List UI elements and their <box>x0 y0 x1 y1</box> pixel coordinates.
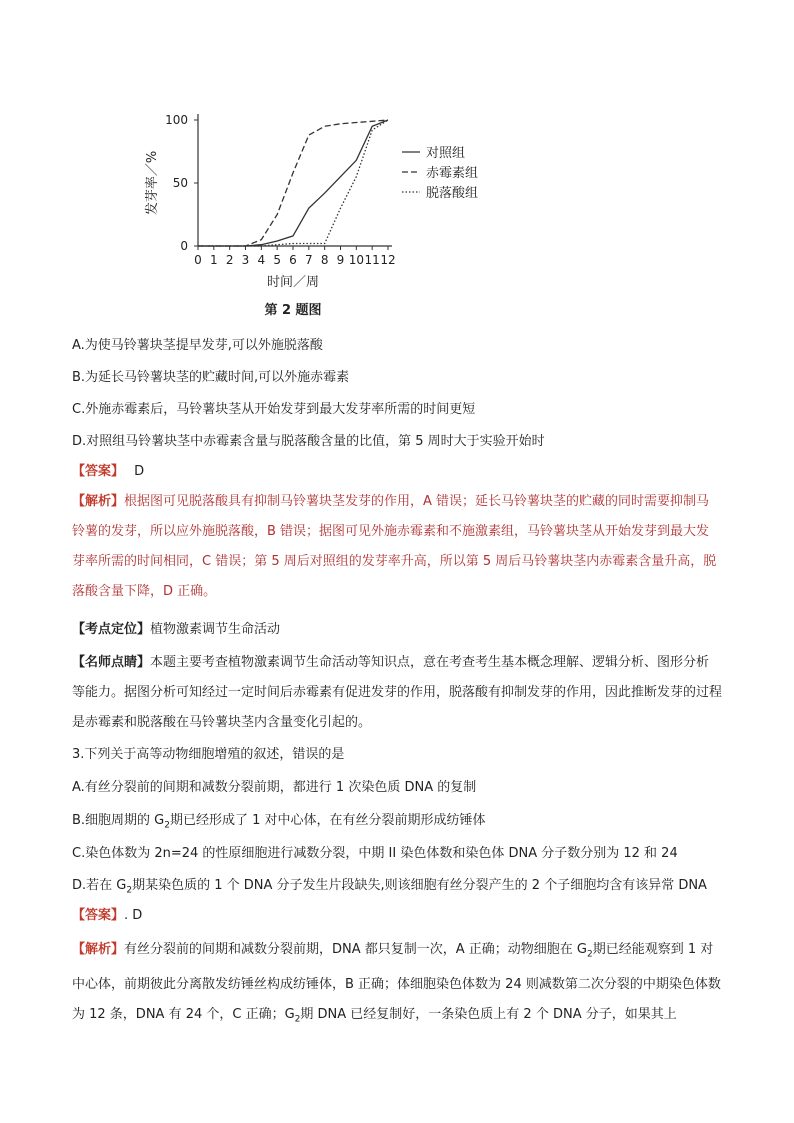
analysis-text: 根据图可见脱落酸具有抑制马铃薯块茎发芽的作用，A 错误；延长马铃薯块茎的贮藏的同时需要抑制马铃薯的发芽，所以应外施脱落酸，B 错误；据图可见外施赤霉素和不施激素组，马铃薯块茎从开始发芽到最大发芽率所需的时间相同，C 错误；第 5 周后对照组的发芽率升高，所以第 5 周后马铃薯块茎内赤霉素含量升高，脱落酸含量下降，D 正确。 <box>72 494 717 599</box>
x-tick-label: 1 <box>210 253 218 267</box>
series-line-1 <box>198 120 388 246</box>
q3-d-pre: D.若在 G <box>72 878 127 893</box>
q3-answer <box>72 906 142 926</box>
kaodian-tag: 【考点定位】 <box>72 622 151 637</box>
x-tick-label: 4 <box>257 253 266 267</box>
q2-option-d: D.对照组马铃薯块茎中赤霉素含量与脱落酸含量的比值，第 5 周时大于实验开始时 <box>72 434 545 449</box>
q3-d-post: 期某染色质的 1 个 DNA 分子发生片段缺失,则该细胞有丝分裂产生的 2 个子细胞均含有该异常 DNA <box>132 878 707 893</box>
q3-analysis-sub2: 2 <box>294 1014 301 1025</box>
q2-analysis <box>72 487 722 607</box>
chart-title: 第 2 题图 <box>264 303 322 318</box>
answer-value: D <box>134 464 145 479</box>
q2-option-b: B.为延长马铃薯块茎的贮藏时间,可以外施赤霉素 <box>72 370 350 385</box>
legend-label-1: 对照组 <box>426 146 466 161</box>
q3-b-sub: 2 <box>164 820 170 831</box>
q3-answer-value: . D <box>124 908 143 923</box>
x-tick-label: 6 <box>289 253 297 267</box>
kaodian-text: 植物激素调节生命活动 <box>150 622 281 637</box>
y-tick-label: 50 <box>172 176 188 190</box>
q3-option-c: C.染色体数为 2n=24 的性原细胞进行减数分裂，中期 II 染色体数和染色体 DNA 分子数分别为 12 和 24 <box>72 846 678 861</box>
analysis-tag: 【解析】 <box>72 494 125 509</box>
x-tick-label: 2 <box>225 253 234 267</box>
x-tick-label: 8 <box>320 253 329 267</box>
q3-d-sub: 2 <box>126 885 133 896</box>
q3-stem: 3.下列关于高等动物细胞增殖的叙述，错误的是 <box>72 747 345 762</box>
q2-kaodian <box>72 620 280 640</box>
q3-analysis <box>72 935 722 1034</box>
germination-chart <box>130 98 510 326</box>
x-axis-label: 时间／周 <box>266 275 320 290</box>
series-line-2 <box>198 120 388 246</box>
mingshi-tag: 【名师点睛】 <box>72 655 151 670</box>
series-line-3 <box>198 120 388 246</box>
q2-answer <box>72 462 144 482</box>
q3-option-d <box>72 876 707 901</box>
x-tick-label: 3 <box>241 253 250 267</box>
y-axis-label: 发芽率／% <box>145 150 160 216</box>
q3-analysis-2: 期已经能观察到 1 对中心体，前期彼此分离散发纺锤丝构成纺锤体，B 正确；体细胞染色体数为 24 则减数第二次分裂的中期染色体数为 12 条，DNA 有 24 个，C 正确；G <box>72 942 721 1022</box>
x-tick-label: 9 <box>336 253 345 267</box>
x-tick-label: 5 <box>273 253 281 267</box>
q2-option-a: A.为使马铃薯块茎提早发芽,可以外施脱落酸 <box>72 338 323 353</box>
x-tick-label: 7 <box>305 253 313 267</box>
q3-analysis-sub1: 2 <box>587 949 593 960</box>
q2-mingshi <box>72 648 722 738</box>
q3-analysis-3: 期 DNA 已经复制好，一条染色质上有 2 个 DNA 分子，如果其上 <box>300 1006 677 1022</box>
x-tick-label: 10 <box>348 253 364 267</box>
q2-option-c: C.外施赤霉素后，马铃薯块茎从开始发芽到最大发芽率所需的时间更短 <box>72 402 476 417</box>
x-tick-label: 0 <box>194 253 202 267</box>
x-tick-label: 12 <box>380 253 396 267</box>
legend-label-3: 脱落酸组 <box>426 186 479 201</box>
x-tick-label: 11 <box>364 253 380 267</box>
legend-label-2: 赤霉素组 <box>426 166 479 181</box>
answer-tag: 【答案】 <box>72 464 125 479</box>
y-tick-label: 0 <box>180 239 188 253</box>
q3-analysis-1: 有丝分裂前的间期和减数分裂前期，DNA 都只复制一次，A 正确；动物细胞在 G <box>124 942 588 957</box>
q3-option-a: A.有丝分裂前的间期和减数分裂前期，都进行 1 次染色质 DNA 的复制 <box>72 780 477 795</box>
q3-analysis-tag: 【解析】 <box>72 942 125 957</box>
q3-b-pre: B.细胞周期的 G <box>72 813 165 828</box>
q3-answer-tag: 【答案】 <box>72 908 125 923</box>
mingshi-text: 本题主要考查植物激素调节生命活动等知识点，意在考查考生基本概念理解、逻辑分析、图形分析等能力。据图分析可知经过一定时间后赤霉素有促进发芽的作用，脱落酸有抑制发芽的作用，因此推断发芽的过程是赤霉素和脱落酸在马铃薯块茎内含量变化引起的。 <box>72 655 723 730</box>
q3-option-b <box>72 811 486 836</box>
y-tick-label: 100 <box>165 113 188 127</box>
q3-b-post: 期已经形成了 1 对中心体，在有丝分裂前期形成纺锤体 <box>170 813 486 828</box>
